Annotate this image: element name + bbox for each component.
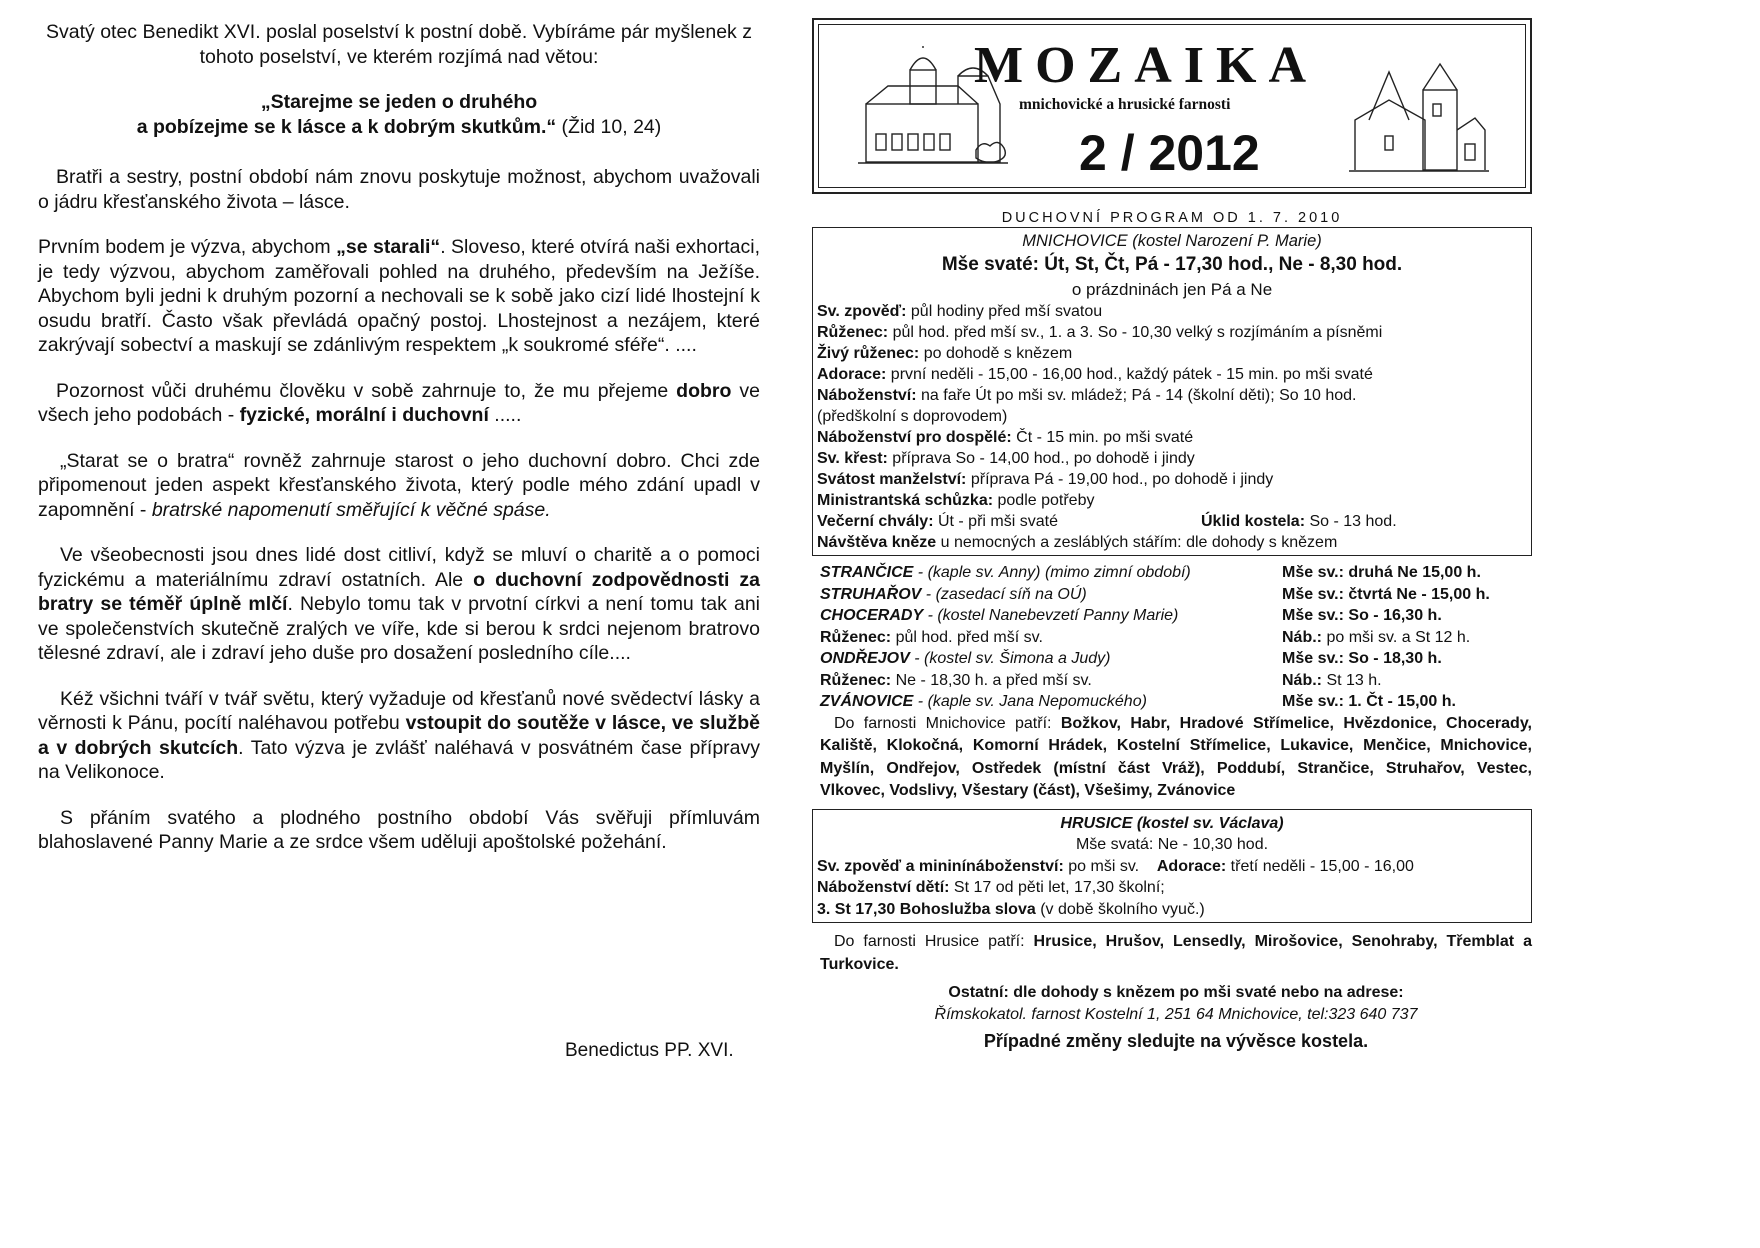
schedule-row [817, 490, 1527, 511]
emphasis: bratrské napomenutí směřující k věčné spáse. [151, 498, 551, 521]
branch-text: Ne - 18,30 h. a před mší sv. [891, 671, 1092, 689]
branch-label: Mše sv.: [1282, 693, 1344, 710]
newsletter-subtitle: mnichovické a hrusické farnosti [1019, 96, 1231, 113]
branch-text: - (zasedací síň na OÚ) [921, 585, 1087, 603]
text: . Tato výzva je zvlášť naléhavá v posvátném čase přípravy na Velikonoce. [38, 736, 760, 783]
emphasis: o duchovní zodpovědnosti za bratry se téměř úplně mlčí [38, 568, 760, 615]
branch-churches [812, 562, 1532, 713]
newsletter-title: MOZAIKA [974, 37, 1318, 94]
parish-intro: Do farnosti Mnichovice patří: [834, 714, 1061, 732]
branch-label: Mše sv.: [1282, 650, 1344, 667]
branch-label: Mše sv.: [1282, 564, 1344, 581]
hrusice-masses: Mše svatá: Ne - 10,30 hod. [1075, 836, 1269, 853]
schedule-row [817, 856, 1527, 878]
row-label: Adorace: [1156, 857, 1227, 875]
row-text: u nemocných a zesláblých stářím: dle dohody s knězem [936, 534, 1338, 551]
signature: Benedictus PP. XVI. [565, 1040, 734, 1061]
branch-text: - (kaple sv. Anny) (mimo zimní období) [913, 564, 1191, 581]
hrusice-parish-villages [812, 931, 1532, 976]
pope-letter [38, 20, 760, 876]
row-text: příprava Pá - 19,00 hod., po dohodě i jindy [966, 471, 1274, 488]
row-label: Adorace: [817, 366, 887, 383]
branch-text: 1. Čt - 15,00 h. [1343, 693, 1456, 710]
row-text: (v době školního vyuč.) [1035, 900, 1205, 918]
schedule-row [817, 448, 1527, 469]
row-label: Růženec: [817, 324, 889, 341]
parish-list: Božkov, Habr, Hradové Střímelice, Hvězdonice, Chocerady, Kaliště, Klokočná, Komorní Hrádek, Kostelní Střímelice, Lukavice, Menčice, Mnichovice, Myšlín, Ondřejov, Ostředek (místní část Vráž), Poddubí, Strančice, Struhařov, Vestec, Vlkovec, Vodslivy, Všestary (část), Všešimy, Zvánovice [820, 714, 1532, 799]
schedule-row [817, 364, 1527, 385]
issue-number: 2 / 2012 [1079, 125, 1260, 181]
intro-paragraph: Svatý otec Benedikt XVI. poslal poselství k postní době. Vybíráme pár myšlenek z tohoto poselství, ve kterém rozjímá nad větou: [46, 21, 752, 68]
paragraph-7 [38, 687, 760, 785]
row-label: Sv. zpověď a mininínáboženství: [817, 857, 1064, 875]
parish-list: Hrusice, Hrušov, Lensedly, Mirošovice, Senohraby, Třemblat a Turkovice. [820, 933, 1532, 973]
text: Kéž všichni tváří v tvář světu, který vyžaduje od křesťanů nové svědectví lásky a věrnosti k Pánu, pocítí naléhavou potřebu [38, 687, 760, 734]
row-text: po dohodě s knězem [919, 345, 1073, 362]
branch-left [820, 670, 1282, 692]
parish-intro: Do farnosti Hrusice patří: [834, 933, 1034, 950]
branch-label: Náb.: [1282, 671, 1322, 689]
branch-label: Růženec: [820, 628, 892, 646]
branch-label: STRANČICE [820, 564, 914, 581]
schedule-row [817, 343, 1527, 364]
text: Pozornost vůči druhému člověku v sobě zahrnuje to, že mu přejeme [56, 379, 677, 402]
quote-reference: (Žid 10, 24) [556, 115, 662, 138]
paragraph-2: Bratři a sestry, postní období nám znovu poskytuje možnost, abychom uvažovali o jádru křesťanského života – lásce. [38, 166, 760, 213]
schedule-row [817, 406, 1527, 427]
mnichovice-title: MNICHOVICE (kostel Narození P. Marie) [1022, 232, 1322, 250]
branch-label: STRUHAŘOV [820, 585, 922, 603]
branch-left [820, 584, 1282, 606]
emphasis: vstoupit do soutěže v lásce, ve službě a v dobrých skutcích [38, 712, 760, 759]
branch-right [1282, 627, 1532, 649]
parish-address: Římskokatol. farnost Kostelní 1, 251 64 Mnichovice, tel:323 640 737 [934, 1006, 1418, 1023]
schedule-row [817, 899, 1527, 921]
row-label: Návštěva kněze [817, 534, 937, 551]
row-label: Náboženství dětí: [817, 879, 950, 896]
schedule-row [817, 301, 1527, 322]
program-heading: DUCHOVNÍ PROGRAM OD 1. 7. 2010 [1001, 210, 1343, 226]
branch-left [820, 605, 1282, 627]
row-text: půl hodiny před mší svatou [906, 303, 1103, 320]
text: . Sloveso, které otvírá naši exhortaci, je tedy výzvou, abychom zaměřovali pohled na druhého, především na Ježíše. Abychom byli jedni k druhým pozorní a nechovali se k sobě jako cizí lidé lhostejní k osudu bratří. Často však převládá opačný postoj. Lhostejnost a nezájem, které zakrývají sobectví a maskují se zdánlivým respektem „k soukromé sféře“. .... [38, 236, 760, 356]
branch-label: Mše sv.: [1282, 585, 1344, 603]
branch-text: So - 16,30 h. [1343, 607, 1442, 624]
branch-right [1282, 670, 1532, 692]
row-text: Čt - 15 min. po mši svaté [1011, 429, 1194, 446]
schedule-row [817, 511, 1527, 532]
emphasis: fyzické, morální i duchovní [239, 404, 489, 426]
row-text: Út - při mši svaté [933, 513, 1058, 530]
text: „Starat se o bratra“ rovněž zahrnuje starost o jeho duchovní dobro. Chci zde připomenout jeden aspekt křesťanského života, který podle mého zdání upadl v zapomnění - [38, 449, 760, 521]
church-illustration-left [858, 46, 1008, 172]
text: . Nebylo tomu tak v prvotní církvi a není tomu tak ani ve společenstvích skutečně zralých ve víře, kde si berou k srdci nejenom bratrovo tělesné zdraví, ale i zdraví jeho duše pro dosažení posledního cíle.... [38, 593, 760, 664]
branch-right [1282, 691, 1532, 713]
schedule-row [817, 469, 1527, 490]
church-illustration-right [1349, 60, 1489, 180]
branch-right [1282, 562, 1532, 584]
row-label: Náboženství: [817, 387, 917, 404]
branch-left [820, 562, 1282, 584]
quote-line-1: „Starejme se jeden o druhého [260, 91, 538, 113]
branch-right [1282, 605, 1532, 627]
branch-label: Mše sv.: [1282, 607, 1344, 624]
branch-text: čtvrtá Ne - 15,00 h. [1343, 585, 1490, 603]
row-text: na faře Út po mši sv. mládež; Pá - 14 (školní děti); So 10 hod. [916, 387, 1357, 404]
row-label: Náboženství pro dospělé: [817, 429, 1012, 446]
row-label: Večerní chvály: [817, 513, 934, 530]
schedule-row [817, 385, 1527, 406]
branch-label: Růženec: [820, 671, 892, 689]
paragraph-6 [38, 543, 760, 666]
paragraph-3 [38, 235, 760, 358]
branch-text: - (kaple sv. Jana Nepomuckého) [913, 693, 1147, 710]
branch-text: půl hod. před mší sv. [891, 628, 1043, 646]
branch-left [820, 627, 1282, 649]
row-label: Úklid kostela: [1201, 513, 1306, 530]
text: ..... [488, 404, 522, 426]
program-column [812, 18, 1532, 1052]
branch-text: So - 18,30 h. [1343, 650, 1442, 667]
mnichovice-holidays: o prázdninách jen Pá a Ne [1071, 280, 1273, 299]
row-text: So - 13 hod. [1305, 513, 1397, 530]
branch-left [820, 648, 1282, 670]
hrusice-title: HRUSICE (kostel sv. Václava) [1060, 814, 1284, 832]
branch-text: St 13 h. [1322, 671, 1382, 689]
branch-right [1282, 648, 1532, 670]
branch-label: ONDŘEJOV [820, 650, 910, 667]
hrusice-box [812, 809, 1532, 924]
vespers [817, 511, 1201, 532]
schedule-row [817, 532, 1527, 553]
bible-quote [38, 90, 760, 139]
branch-label: Náb.: [1282, 628, 1322, 646]
branch-left [820, 691, 1282, 713]
text: Ve všeobecnosti jsou dnes lidé dost citliví, když se mluví o charitě a o pomoci fyzickému a materiálnímu zdraví ostatních. Ale [38, 544, 760, 591]
branch-text: po mši sv. a St 12 h. [1322, 628, 1471, 646]
text: Prvním bodem je výzva, abychom [38, 236, 337, 258]
branch-label: CHOCERADY [820, 607, 924, 624]
mnichovice-parish-villages [812, 713, 1532, 803]
contact-info [812, 982, 1532, 1052]
emphasis: dobro [676, 379, 732, 402]
paragraph-4 [38, 379, 760, 428]
text: ve všech jeho podobách - [38, 379, 760, 426]
row-text: první neděli - 15,00 - 16,00 hod., každý pátek - 15 min. po mši svaté [886, 366, 1373, 383]
schedule-row [817, 427, 1527, 448]
row-label: 3. St 17,30 Bohoslužba slova [817, 900, 1036, 918]
row-text: (předškolní s doprovodem) [817, 408, 1008, 425]
branch-right [1282, 584, 1532, 606]
row-text: půl hod. před mší sv., 1. a 3. So - 10,30 velký s rozjímáním a písněmi [888, 324, 1383, 341]
mnichovice-masses: Mše svaté: Út, St, Čt, Pá - 17,30 hod., Ne - 8,30 hod. [941, 254, 1403, 275]
row-label: Svátost manželství: [817, 471, 967, 488]
schedule-row [817, 877, 1527, 899]
row-text: St 17 od pěti let, 17,30 školní; [949, 879, 1165, 896]
paragraph-5 [38, 449, 760, 523]
row-label: Sv. zpověď: [817, 303, 907, 320]
branch-label: ZVÁNOVICE [820, 693, 914, 710]
branch-text: druhá Ne 15,00 h. [1343, 564, 1481, 581]
mnichovice-box [812, 227, 1532, 556]
other-line [820, 982, 1532, 1004]
emphasis: „se starali“ [336, 236, 441, 258]
branch-text: - (kostel sv. Šimona a Judy) [909, 650, 1111, 667]
branch-text: - (kostel Nanebevzetí Panny Marie) [923, 607, 1179, 624]
row-text: dle dohody s knězem po mši svaté nebo na adrese: [1008, 984, 1404, 1001]
row-text: podle potřeby [993, 492, 1095, 509]
row-text: třetí neděli - 15,00 - 16,00 [1226, 857, 1414, 875]
row-label: Ostatní: [948, 984, 1009, 1001]
schedule-row [817, 322, 1527, 343]
masthead [812, 18, 1532, 194]
paragraph-8: S přáním svatého a plodného postního období Vás svěřuji přímluvám blahoslavené Panny Marie a ze srdce všem uděluji apoštolské požehání. [38, 806, 760, 853]
quote-line-2: a pobízejme se k lásce a k dobrým skutkům.“ [136, 115, 557, 138]
changes-notice: Případné změny sledujte na vývěsce kostela. [983, 1031, 1369, 1051]
cleaning [1201, 511, 1397, 532]
row-label: Sv. křest: [817, 450, 888, 467]
row-label: Ministrantská schůzka: [817, 492, 994, 509]
row-text: po mši sv. [1063, 857, 1140, 875]
row-text: příprava So - 14,00 hod., po dohodě i jindy [887, 450, 1195, 467]
row-label: Živý růženec: [817, 345, 920, 362]
